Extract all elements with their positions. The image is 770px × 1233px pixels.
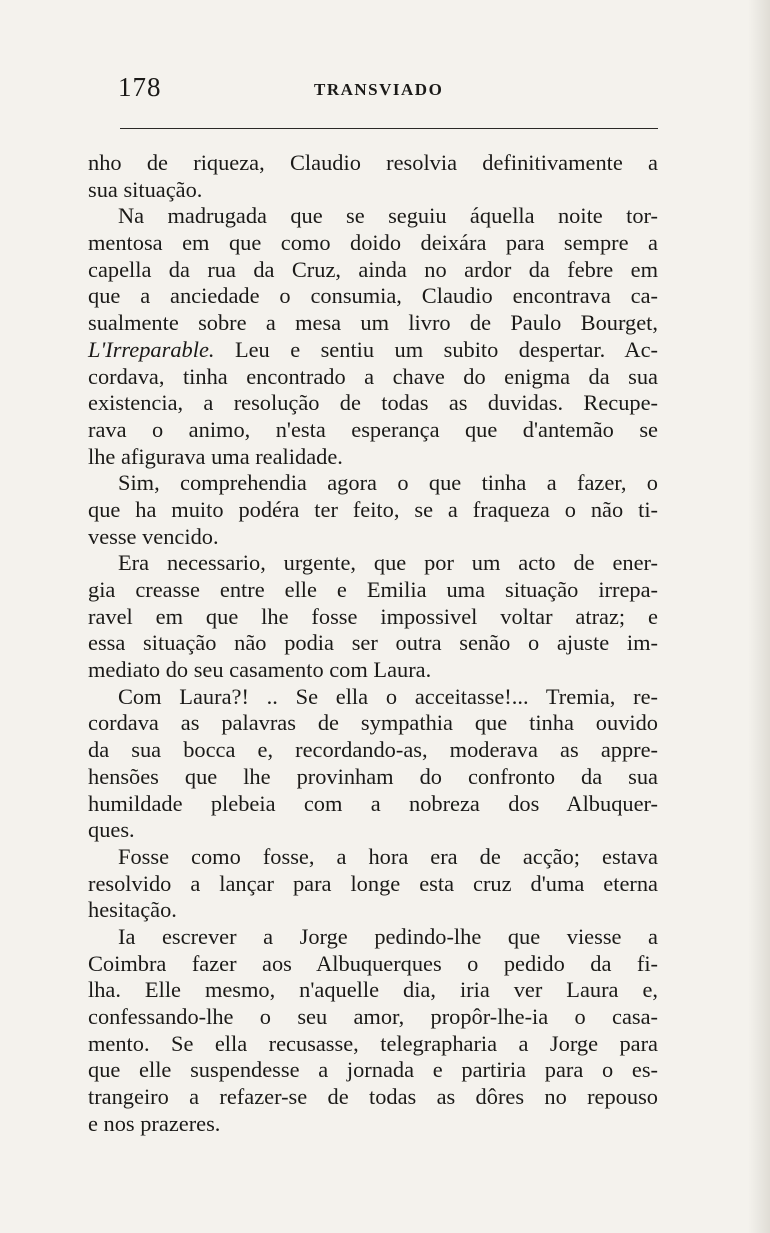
text-line: Na madrugada que se seguiu áquella noite tor- (118, 203, 658, 229)
text-line: Sim, comprehendia agora o que tinha a fazer, o (118, 470, 658, 496)
text-line: mentosa em que como doido deixára para sempre a (88, 230, 658, 256)
text-line: Era necessario, urgente, que por um acto de ener- (118, 550, 658, 576)
text-line: cordava as palavras de sympathia que tinha ouvido (88, 710, 658, 736)
text-line: ques. (88, 817, 135, 843)
text-line: L'Irreparable. Leu e sentiu um subito despertar. Ac- (88, 336, 658, 362)
body-text (88, 150, 658, 1137)
header-rule (120, 128, 658, 129)
text-line: Com Laura?! .. Se ella o acceitasse!... Tremia, re- (118, 683, 658, 709)
text-line: capella da rua da Cruz, ainda no ardor da febre em (88, 256, 658, 282)
text-line: Ia escrever a Jorge pedindo-lhe que viesse a (118, 923, 658, 949)
text-line: e nos prazeres. (88, 1110, 221, 1136)
page-edge-shadow (748, 0, 770, 1233)
text-line: humildade plebeia com a nobreza dos Albuquer- (88, 790, 658, 816)
running-title: TRANSVIADO (314, 80, 444, 99)
text-line: Coimbra fazer aos Albuquerques o pedido da fi- (88, 950, 658, 976)
text-line: que a anciedade o consumia, Claudio encontrava ca- (88, 283, 658, 309)
text-line: lhe afigurava uma realidade. (88, 443, 343, 469)
text-line: Fosse como fosse, a hora era de acção; estava (118, 843, 658, 869)
text-line: sua situação. (88, 176, 203, 202)
text-line: hesitação. (88, 897, 177, 923)
text-line: da sua bocca e, recordando-as, moderava as appre- (88, 737, 658, 763)
text-line: mediato do seu casamento com Laura. (88, 657, 432, 683)
text-line: nho de riqueza, Claudio resolvia definitivamente a (88, 150, 658, 175)
text-line: cordava, tinha encontrado a chave do enigma da sua (88, 363, 658, 389)
text-line: sualmente sobre a mesa um livro de Paulo Bourget, (88, 310, 658, 336)
text-line: trangeiro a refazer-se de todas as dôres no repouso (88, 1084, 658, 1110)
text-line: essa situação não podia ser outra senão o ajuste im- (88, 630, 658, 656)
page-number: 178 (118, 72, 162, 102)
text-line: ravel em que lhe fosse impossivel voltar atraz; e (88, 603, 658, 629)
page-header (118, 72, 658, 112)
text-line: vesse vencido. (88, 523, 219, 549)
text-line: hensões que lhe provinham do confronto da sua (88, 763, 658, 789)
text-line: confessando-lhe o seu amor, propôr-lhe-ia o casa- (88, 1004, 658, 1029)
text-line: lha. Elle mesmo, n'aquelle dia, iria ver Laura e, (88, 977, 658, 1003)
text-line: resolvido a lançar para longe esta cruz d'uma eterna (88, 870, 658, 896)
text-line: gia creasse entre elle e Emilia uma situação irrepa- (88, 577, 658, 602)
text-line: existencia, a resolução de todas as duvidas. Recupe- (88, 390, 658, 416)
text-line: que ha muito podéra ter feito, se a fraqueza o não ti- (88, 496, 658, 522)
book-title: L'Irreparable. (88, 336, 215, 362)
text-line: rava o animo, n'esta esperança que d'antemão se (88, 416, 658, 442)
text-line: mento. Se ella recusasse, telegrapharia a Jorge para (88, 1030, 658, 1056)
text-line: que elle suspendesse a jornada e partiria para o es- (88, 1057, 658, 1083)
